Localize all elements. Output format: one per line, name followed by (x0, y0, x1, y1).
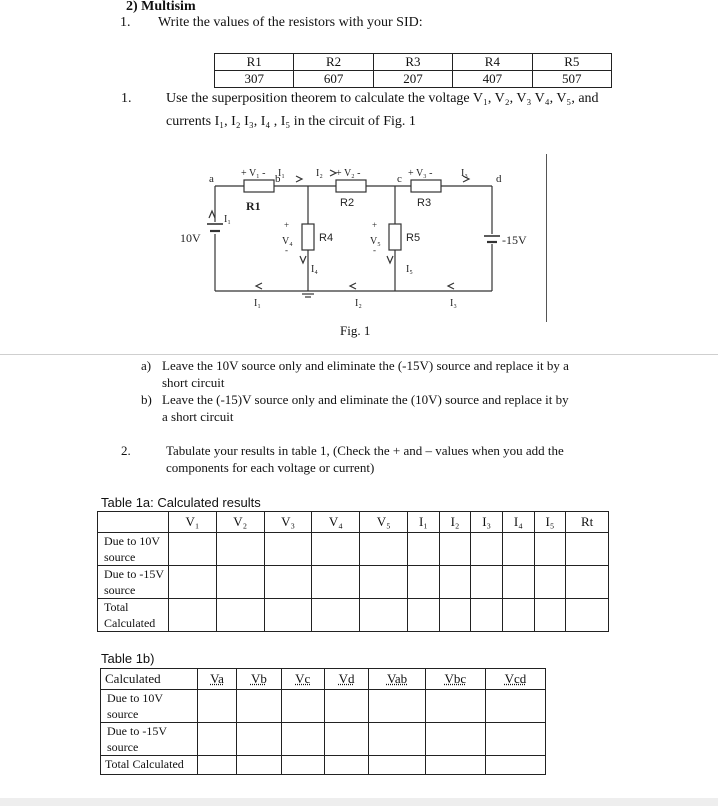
resistor-value: 207 (373, 71, 452, 88)
step-number: 1. (121, 91, 132, 106)
source-label-minus15v: -15V (502, 233, 527, 247)
i3-label: I₃ (461, 168, 468, 179)
results-table-1a (97, 511, 609, 632)
resistor-label: R4 (319, 232, 334, 244)
table-cell[interactable] (439, 533, 471, 566)
circuit-diagram (170, 148, 560, 328)
table-cell[interactable] (439, 599, 471, 632)
column-header: Calculated (101, 669, 198, 690)
column-header: V₅ (360, 512, 408, 533)
v1-label: + V₁ - (241, 168, 266, 179)
table-caption: Table 1a: Calculated results (101, 495, 261, 510)
table-cell[interactable] (324, 756, 369, 775)
row-label (98, 533, 169, 566)
table-cell[interactable] (566, 566, 609, 599)
table-cell[interactable] (502, 599, 534, 632)
row-label-line: Calculated (104, 616, 156, 630)
table-cell[interactable] (264, 566, 312, 599)
table-cell[interactable] (471, 533, 503, 566)
case-label: b) (141, 392, 152, 407)
table-cell[interactable] (312, 533, 360, 566)
table-cell[interactable] (425, 690, 485, 723)
table-cell[interactable] (237, 723, 282, 756)
table-cell[interactable] (169, 533, 217, 566)
figure-caption: Fig. 1 (340, 323, 371, 338)
v2-label: + V₂ - (336, 168, 361, 179)
minus-sign: - (285, 245, 288, 255)
table-cell[interactable] (408, 599, 440, 632)
table-cell[interactable] (169, 566, 217, 599)
table-cell[interactable] (281, 756, 324, 775)
table-cell[interactable] (471, 599, 503, 632)
table-cell[interactable] (281, 723, 324, 756)
table-cell[interactable] (198, 756, 237, 775)
table-cell[interactable] (534, 566, 566, 599)
resistor-label: R3 (417, 197, 432, 209)
table-row (98, 533, 609, 566)
results-table-1b (100, 668, 546, 775)
node-label: a (209, 173, 214, 185)
node-label: c (397, 173, 402, 185)
resistor-header: R1 (215, 54, 294, 71)
resistor-header: R5 (532, 54, 611, 71)
row-label-line: source (107, 740, 139, 754)
row-label (101, 690, 198, 723)
column-header: V₄ (312, 512, 360, 533)
row-label-line: Total (104, 600, 129, 614)
i2-label: I₂ (355, 298, 362, 309)
resistor-value: 307 (215, 71, 294, 88)
table-cell[interactable] (216, 566, 264, 599)
instruction-line: Use the superposition theorem to calculate the voltage V₁, V₂, V₃ V₄, V₅, and (166, 91, 599, 106)
table-cell[interactable] (425, 723, 485, 756)
table-cell[interactable] (566, 533, 609, 566)
column-header: Vbc (425, 669, 485, 690)
table-cell[interactable] (281, 690, 324, 723)
table-cell[interactable] (425, 756, 485, 775)
v4-label: V₄ (282, 236, 293, 247)
table-row (101, 690, 546, 723)
node-label: d (496, 173, 502, 185)
column-header: I₅ (534, 512, 566, 533)
table-cell[interactable] (312, 599, 360, 632)
v5-label: V₅ (370, 236, 381, 247)
instruction-line: currents I₁, I₂ I₃, I₄ , I₅ in the circuit of Fig. 1 (166, 114, 416, 129)
table-cell[interactable] (566, 599, 609, 632)
row-label (98, 566, 169, 599)
table-cell[interactable] (369, 690, 425, 723)
table-cell[interactable] (534, 599, 566, 632)
row-label-line: Due to -15V (104, 567, 164, 581)
column-header: Vcd (485, 669, 545, 690)
row-label: Total Calculated (101, 756, 198, 775)
case-text: a short circuit (162, 409, 234, 424)
table-cell[interactable] (408, 533, 440, 566)
column-header: I₄ (502, 512, 534, 533)
table-cell[interactable] (471, 566, 503, 599)
column-header: Vc (281, 669, 324, 690)
i1-label: I₁ (224, 214, 231, 225)
table-row (101, 723, 546, 756)
resistor-label: R2 (340, 197, 355, 209)
resistor-header: R4 (453, 54, 532, 71)
column-header: V₁ (169, 512, 217, 533)
row-label (101, 723, 198, 756)
table-cell[interactable] (324, 723, 369, 756)
table-cell[interactable] (360, 533, 408, 566)
section-divider (0, 354, 718, 355)
minus-sign: - (373, 245, 376, 255)
i1-label: I₁ (254, 298, 261, 309)
v3-label: + V₃ - (408, 168, 433, 179)
plus-sign: + (372, 220, 378, 230)
row-label-line: Due to -15V (107, 724, 167, 738)
case-text: Leave the 10V source only and eliminate the (-15V) source and replace it by a (162, 358, 569, 373)
row-label-line: source (104, 583, 136, 597)
table-cell[interactable] (237, 756, 282, 775)
section-title: 2) Multisim (126, 0, 196, 14)
step-text: Write the values of the resistors with your SID: (158, 15, 423, 30)
column-header: I₂ (439, 512, 471, 533)
i4-label: I₄ (311, 264, 318, 275)
step-number: 2. (121, 443, 131, 458)
table-row (101, 756, 546, 775)
table-cell[interactable] (369, 756, 425, 775)
column-header: V₃ (264, 512, 312, 533)
case-text: Leave the (-15)V source only and eliminate the (10V) source and replace it by (162, 392, 569, 407)
i2-label: I₂ (316, 168, 323, 179)
table-cell[interactable] (485, 756, 545, 775)
column-header: Rt (566, 512, 609, 533)
table-cell[interactable] (369, 723, 425, 756)
resistor-label: R1 (246, 199, 261, 213)
table-cell[interactable] (264, 599, 312, 632)
column-header: Va (198, 669, 237, 690)
column-header: Vd (324, 669, 369, 690)
table-cell[interactable] (360, 566, 408, 599)
row-label-line: Due to 10V (107, 691, 163, 705)
table-cell[interactable] (360, 599, 408, 632)
table-row (98, 599, 609, 632)
table-cell[interactable] (216, 533, 264, 566)
row-label-line: source (107, 707, 139, 721)
row-label (98, 599, 169, 632)
table-cell[interactable] (237, 690, 282, 723)
i5-label: I₅ (406, 264, 413, 275)
table-caption: Table 1b) (101, 651, 155, 666)
resistor-value: 507 (532, 71, 611, 88)
table-cell[interactable] (324, 690, 369, 723)
column-header (98, 512, 169, 533)
column-header: Vab (369, 669, 425, 690)
case-text: short circuit (162, 375, 225, 390)
column-header: I₃ (471, 512, 503, 533)
resistor-header: R2 (294, 54, 373, 71)
table-cell[interactable] (502, 566, 534, 599)
resistor-value: 607 (294, 71, 373, 88)
table-cell[interactable] (264, 533, 312, 566)
instruction-line: components for each voltage or current) (166, 460, 375, 475)
column-header: I₁ (408, 512, 440, 533)
i3-label: I₃ (450, 298, 457, 309)
case-label: a) (141, 358, 152, 373)
step-number: 1. (120, 15, 131, 30)
table-cell[interactable] (439, 566, 471, 599)
resistor-table (214, 53, 612, 88)
plus-sign: + (284, 220, 290, 230)
table-cell[interactable] (198, 690, 237, 723)
column-header: V₂ (216, 512, 264, 533)
resistor-header: R3 (373, 54, 452, 71)
table-cell[interactable] (408, 566, 440, 599)
column-header: Vb (237, 669, 282, 690)
table-cell[interactable] (198, 723, 237, 756)
page-footer-bar (0, 798, 718, 806)
row-label-line: Due to 10V (104, 534, 160, 548)
table-cell[interactable] (216, 599, 264, 632)
row-label-line: source (104, 550, 136, 564)
instruction-line: Tabulate your results in table 1, (Check the + and – values when you add the (166, 443, 564, 458)
source-label-10v: 10V (180, 231, 201, 245)
node-label: b (275, 173, 281, 185)
table-cell[interactable] (485, 723, 545, 756)
i1-label: I₁ (278, 168, 285, 179)
table-row (98, 566, 609, 599)
table-cell[interactable] (169, 599, 217, 632)
table-cell[interactable] (502, 533, 534, 566)
table-cell[interactable] (534, 533, 566, 566)
resistor-label: R5 (406, 232, 421, 244)
margin-rule (546, 154, 547, 322)
table-cell[interactable] (485, 690, 545, 723)
resistor-value: 407 (453, 71, 532, 88)
table-cell[interactable] (312, 566, 360, 599)
